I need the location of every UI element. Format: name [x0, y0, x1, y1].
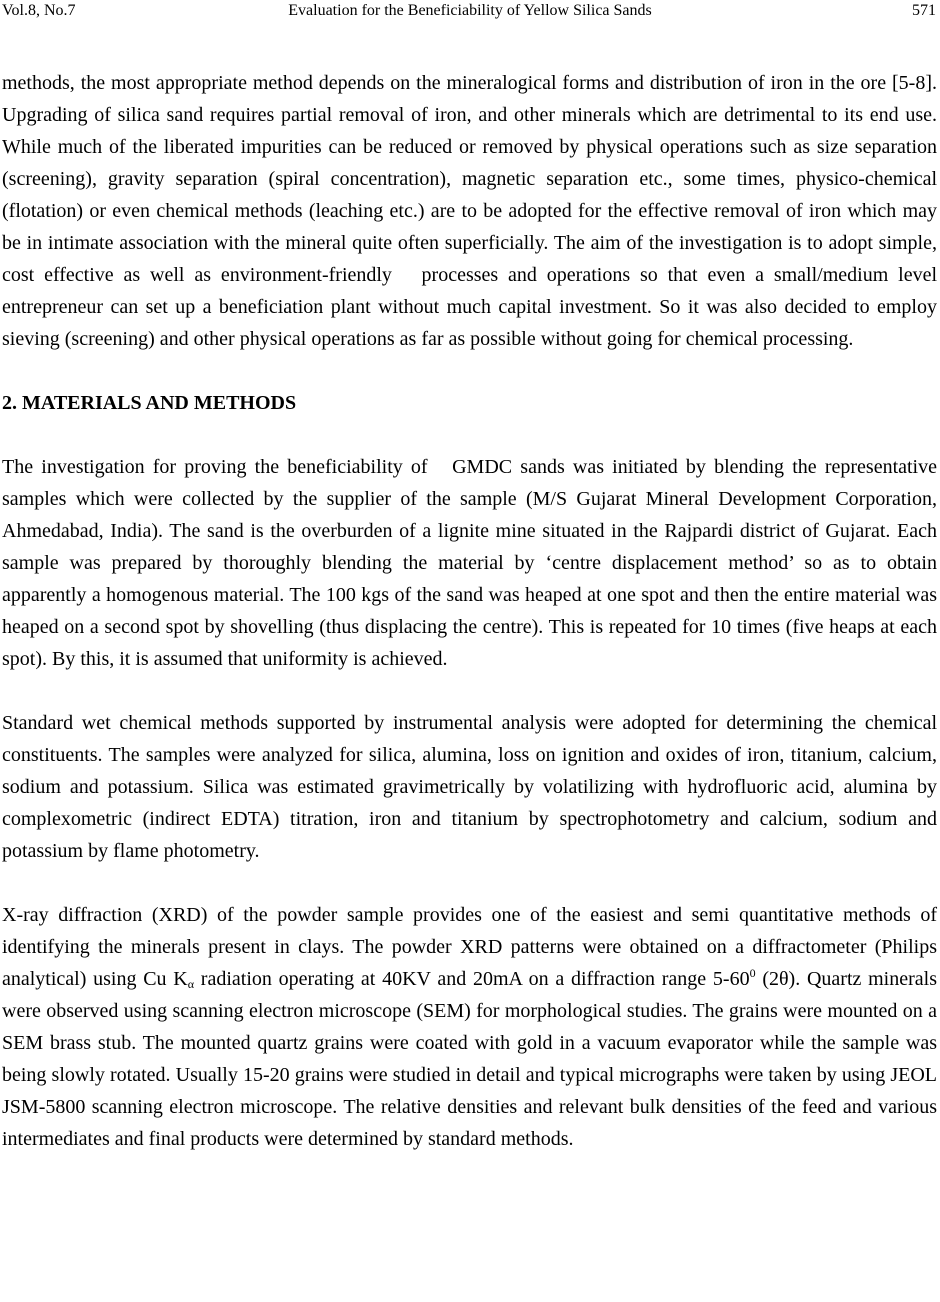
xrd-text-part3: (2θ). Quartz minerals were observed using scanning electron microscope (SEM) for morphological studies. The grains were mounted on a SEM brass stub. The mounted quartz grains were coated with gold in a vacuum evaporator while the sample was being slowly rotated. Usually 15-20 grains were studied in detail and typical micrographs were taken by using JEOL JSM-5800 scanning electron microscope. The relative densities and relevant bulk densities of the feed and various intermediates and final products were determined by standard methods.: [2, 968, 937, 1150]
xrd-text-part2: radiation operating at 40KV and 20mA on a diffraction range 5-60: [194, 968, 750, 990]
paragraph-sample-preparation: The investigation for proving the beneficiability of GMDC sands was initiated by blending the representative samples which were collected by the supplier of the sample (M/S Gujarat Mineral Development Corporation, Ahmedabad, India). The sand is the overburden of a lignite mine situated in the Rajpardi district of Gujarat. Each sample was prepared by thoroughly blending the material by ‘centre displacement method’ so as to obtain apparently a homogenous material. The 100 kgs of the sand was heaped at one spot and then the entire material was heaped on a second spot by shovelling (thus displacing the centre). This is repeated for 10 times (five heaps at each spot). By this, it is assumed that uniformity is achieved.: [2, 456, 937, 670]
journal-volume: Vol.8, No.7: [2, 2, 76, 19]
paragraph-chemical-analysis: Standard wet chemical methods supported by instrumental analysis were adopted for determining the chemical constituents. The samples were analyzed for silica, alumina, loss on ignition and oxides of iron, titanium, calcium, sodium and potassium. Silica was estimated gravimetrically by volatilizing with hydrofluoric acid, alumina by complexometric (indirect EDTA) titration, iron and titanium by spectrophotometry and calcium, sodium and potassium by flame photometry.: [2, 712, 937, 862]
running-title: Evaluation for the Beneficiability of Yellow Silica Sands: [288, 2, 652, 19]
article-body: [2, 67, 937, 1155]
k-alpha-subscript: α: [187, 977, 195, 991]
paragraph-xrd-sem: [2, 899, 937, 1155]
page-number: 571: [912, 2, 936, 19]
running-header: [2, 0, 938, 22]
paragraph-iron-removal: methods, the most appropriate method depends on the mineralogical forms and distribution of iron in the ore [5-8]. Upgrading of silica sand requires partial removal of iron, and other minerals which are detrimental to its end use. While much of the liberated impurities can be reduced or removed by physical operations such as size separation (screening), gravity separation (spiral concentration), magnetic separation etc., some times, physico-chemical (flotation) or even chemical methods (leaching etc.) are to be adopted for the effective removal of iron which may be in intimate association with the mineral quite often superficially. The aim of the investigation is to adopt simple, cost effective as well as environment-friendly processes and operations so that even a small/medium level entrepreneur can set up a beneficiation plant without much capital investment. So it was also decided to employ sieving (screening) and other physical operations as far as possible without going for chemical processing.: [2, 72, 937, 350]
section-heading-materials-methods: 2. MATERIALS AND METHODS: [2, 392, 297, 414]
degree-superscript: 0: [749, 966, 756, 980]
xrd-text-part1: X-ray diffraction (XRD) of the powder sample provides one of the easiest and semi quantitative methods of identifying the minerals present in clays. The powder XRD patterns were obtained on a diffractometer (Philips analytical) using Cu K: [2, 904, 937, 990]
